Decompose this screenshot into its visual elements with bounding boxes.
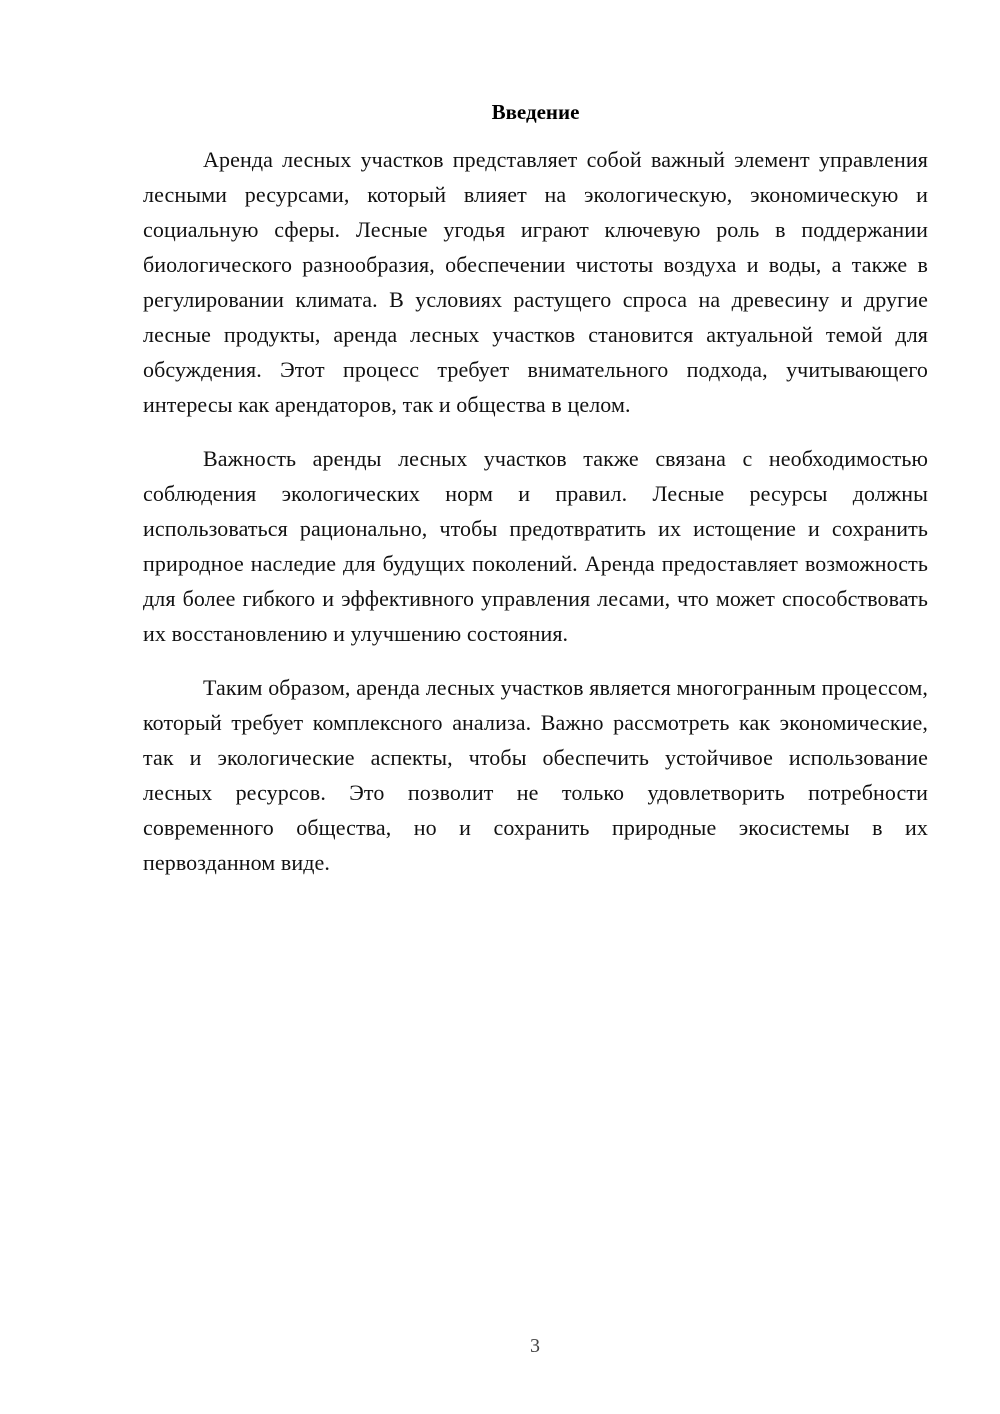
page-number: 3: [530, 1335, 540, 1357]
page-content: [143, 96, 928, 899]
section-heading: Введение: [491, 100, 580, 124]
paragraph-1: Аренда лесных участков представляет собой важный элемент управления лесными ресурсами, который влияет на экологическую, экономическую и социальную сферы. Лесные угодья играют ключевую роль в поддержании биологического разнообразия, обеспечении чистоты воздуха и воды, а также в регулировании климата. В условиях растущего спроса на древесину и другие лесные продукты, аренда лесных участков становится актуальной темой для обсуждения. Этот процесс требует внимательного подхода, учитывающего интересы как арендаторов, так и общества в целом.: [143, 147, 928, 417]
paragraph-3: Таким образом, аренда лесных участков является многогранным процессом, который требует комплексного анализа. Важно рассмотреть как экономические, так и экологические аспекты, чтобы обеспечить устойчивое использование лесных ресурсов. Это позволит не только удовлетворить потребности современного общества, но и сохранить природные экосистемы в их первозданном виде.: [143, 675, 928, 875]
paragraph-2: Важность аренды лесных участков также связана с необходимостью соблюдения экологических норм и правил. Лесные ресурсы должны использоваться рационально, чтобы предотвратить их истощение и сохранить природное наследие для будущих поколений. Аренда предоставляет возможность для более гибкого и эффективного управления лесами, что может способствовать их восстановлению и улучшению состояния.: [143, 446, 928, 646]
